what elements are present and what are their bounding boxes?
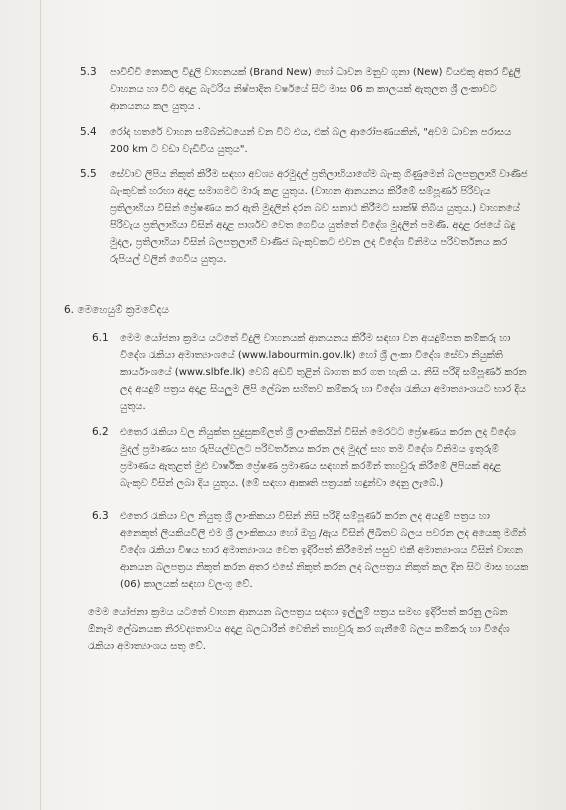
section-5-4-text: රෝද හතරේ වාහන සම්බන්ධයෙන් වන විට එය, එක් බල ආරෝපණයකින්, "අවම ධාවන පරාසය 200 km ට වඩා වැඩිවිය යුතුය". [110,127,512,155]
section-5-5-text: සේවාව ලිපිය නිකුත් කිරීම සඳහා අවශ්‍ය අරමුදල් ප්‍රතිලාභියාගේම බැංකු ගිණුමෙන් බලපත්‍රලාභී වාණිජ බැංකුවක් හරහා අදාළ සමාගමට මාරු කළ යුතුය. (වාහන ආනයනය කිරීමේ සම්පූර්ණ පිරිවැය ප්‍රතිලාභියා විසින් ප්‍රේෂණය කර ඇති මුදලින් දරන බව සනාථ කිරීමට සාක්ෂි තිබිය යුතුය.) වාහනයේ පිරිවැය ප්‍රතිලාභියා විසින් අදාළ පාර්ශව වෙත ගෙවිය යුත්තේ විදේශ මුදලින් පමණි. අදාළ රජයේ බදු මුදල, ප්‍රතිලාභියා විසින් බලපත්‍රලාභී වාණිජ බැංකුවකට එවන ලද විදේශ විනිමය පරිවර්තනය කර රුපියල් වලින් ගෙවිය යුතුය. [110,169,528,265]
section-5-3-number: 5.3 [80,66,97,78]
closing-paragraph: මෙම යෝජනා ක්‍රමය යටතේ වාහන ආනයන බලපත්‍රය සඳහා ඉල්ලුම් පත්‍රය සමඟ ඉදිරිපත් කරනු ලබන ඕනෑම ලේඛනයක නිරවද්‍යතාවය අදාළ බලධාරීන් වෙතින් තහවුරු කර ගැනීමේ බලය කම්කරු හා විදේශ රැකියා අමාත්‍යාංශය සතු වේ. [88,607,510,652]
section-6-1-text: මෙම යෝජනා ක්‍රමය යටතේ විදුලි වාහනයක් ආනයනය කිරීම සඳහා වන අයදුම්පත කම්කරු හා විදේශ රැකියා අමාත්‍යාංශයේ (www.labourmin.gov.lk) හෝ ශ්‍රී ලංකා විදේශ සේවා නියුක්ති කාර්යාංශයේ (www.slbfe.lk) වෙබ් අඩවි තුළින් බාගත කර ගත හැකි ය. නිසි පරිදි සම්පූර්ණ කරන ලද අයදුම් පත්‍රය අදාළ සියලුම ලිපි ලේඛන සහිතව කම්කරු හා විදේශ රැකියා අමාත්‍යාංශයට භාර දිය යුතුය. [120,333,527,412]
section-6-2-number: 6.2 [92,426,109,438]
section-5-3-text: පාවිච්චි නොකල විදුලි වාහනයක් (Brand New) හෝ ධාවන මනුව ගුනා (New) වියළුකු අතර විදුලි වාහනය හා විට අදාළ බැටරිය නිෂ්පාදිත වර්ෂයේ සිට මාස 06 ක කාලයක් ඇතුලත ශ්‍රී ලංකාවට ආනයනය කල යුතුය . [110,67,521,112]
section-6-heading: 6. මෙහෙයුම් ක්‍රමවේදය [64,304,169,316]
section-6-2-text: එතෙර රැකියා වල නියුක්ත සුදුසුකම්ලත් ශ්‍රී ලාංකිකයින් විසින් මෙරටට ප්‍රේෂණය කරන ලද විදේශ මුදල් ප්‍රමාණය සහ රුපියල්වලට පරිවර්තනය කරන ලද මුදල් සහ තම විදේශ විනිමය ඉතුරුම් ප්‍රමාණය ඇතුළත් මුළු වාර්ෂික ප්‍රේෂණ ප්‍රමාණය සඳහන් කරමින් තහවුරු කිරීමේ ලිපියක් අදාළ බැංකුව විසින් ලබා දිය යුතුය. (මේ සඳහා ආකෘති පත්‍රයක් හඳුන්වා දෙනු ලැබේ.) [120,427,516,489]
section-5-4-number: 5.4 [80,126,97,138]
section-5-5-number: 5.5 [80,168,97,180]
section-6-3-text: එතෙර රැකියා වල නියුතු ශ්‍රී ලාංකිකයා විසින් නිසි පරිදි සම්පූර්ණ කරන ලද අයදුම් පත්‍රය හා අනෙකුත් ලියකියවිලි එම ශ්‍රී ලාංකිකයා හෝ ඔහු /ඇය විසින් ලිඛිතව බලය පවරන ලද අයෙකු මගින් විදේශ රැකියා විෂය භාර අමාත්‍යාංශය වෙත ඉදිරිපත් කිරීමෙන් පසුව එකී අමාත්‍යාංශය විසින් වාහන ආනයන බලපත්‍රය නිකුත් කරන අතර එසේ නිකුත් කරන ලද බලපත්‍රය නිකුත් කල දින සිට මාස හයක (06) කාලයක් සඳහා වලංගු වේ. [120,511,529,590]
page-fold-line [40,0,41,810]
section-6-1-number: 6.1 [92,332,109,344]
section-6-3-number: 6.3 [92,510,109,522]
